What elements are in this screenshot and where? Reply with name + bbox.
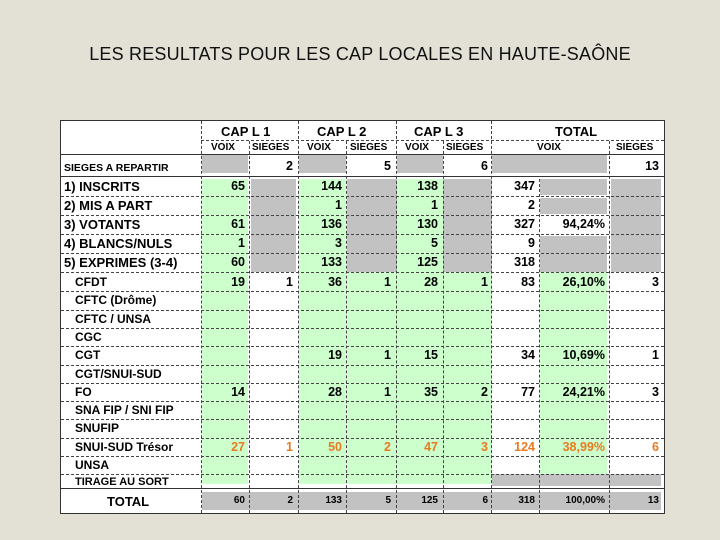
sieges-cap2: 5 bbox=[384, 159, 391, 173]
row-divider bbox=[61, 291, 664, 292]
sieges-cap1: 2 bbox=[286, 159, 293, 173]
stat-label: 5) EXPRIMES (3-4) bbox=[64, 255, 178, 270]
total-st: 13 bbox=[647, 495, 659, 506]
union-sieges-cap3: 1 bbox=[481, 275, 488, 289]
union-voix-cap2: 28 bbox=[328, 384, 342, 399]
row-divider bbox=[61, 328, 664, 329]
union-sieges-cap1: 1 bbox=[286, 275, 293, 289]
stat-total: 9 bbox=[528, 236, 535, 250]
union-label: SNUFIP bbox=[75, 421, 120, 436]
union-sieges-cap1: 1 bbox=[286, 439, 293, 454]
gray-cell bbox=[202, 155, 248, 173]
stat-label: 4) BLANCS/NULS bbox=[64, 236, 173, 251]
total-s2: 5 bbox=[385, 495, 391, 506]
sieges-total: 13 bbox=[645, 159, 659, 173]
union-voix-cap3: 35 bbox=[424, 384, 438, 399]
row-divider bbox=[61, 456, 664, 457]
union-sieges-total: 3 bbox=[652, 275, 659, 289]
union-label: CFTC (Drôme) bbox=[75, 293, 157, 308]
stat-label: 1) INSCRITS bbox=[64, 179, 140, 194]
stat-total: 327 bbox=[514, 217, 535, 231]
stat-cap1: 61 bbox=[231, 217, 245, 231]
union-sieges-total: 6 bbox=[652, 439, 659, 454]
union-pct-total: 26,10% bbox=[562, 275, 605, 289]
header-cap-l1: CAP L 1 bbox=[221, 124, 271, 139]
tirage-label: TIRAGE AU SORT bbox=[75, 476, 169, 488]
subheader-sieges: SIEGES bbox=[616, 142, 654, 153]
total-v1: 60 bbox=[233, 495, 245, 506]
union-pct-total: 38,99% bbox=[562, 439, 605, 454]
union-voix-cap1: 27 bbox=[231, 439, 245, 454]
stat-cap1: 60 bbox=[231, 255, 245, 269]
gray-cell bbox=[611, 179, 661, 272]
gray-cell bbox=[299, 155, 346, 173]
row-divider bbox=[61, 419, 664, 420]
union-sieges-cap2: 2 bbox=[384, 439, 391, 454]
union-label: CFTC / UNSA bbox=[75, 311, 151, 326]
header-cap-l3: CAP L 3 bbox=[414, 124, 464, 139]
union-pct-total: 10,69% bbox=[562, 348, 605, 363]
stat-cap3: 1 bbox=[431, 198, 438, 212]
union-label: SNA FIP / SNI FIP bbox=[75, 403, 174, 418]
stat-cap2: 144 bbox=[321, 179, 342, 193]
subheader-sieges: SIEGES bbox=[350, 142, 388, 153]
stat-label: 3) VOTANTS bbox=[64, 217, 141, 232]
union-sieges-total: 1 bbox=[652, 348, 659, 363]
stat-pct: 94,24% bbox=[562, 217, 605, 231]
union-sieges-cap2: 1 bbox=[384, 384, 391, 399]
union-voix-cap3: 47 bbox=[424, 439, 438, 454]
row-divider bbox=[61, 253, 664, 254]
subheader-voix: VOIX bbox=[211, 142, 235, 153]
stat-cap2: 1 bbox=[335, 198, 342, 212]
row-divider bbox=[61, 196, 664, 197]
union-sieges-cap3: 3 bbox=[481, 439, 488, 454]
stat-cap1: 1 bbox=[238, 236, 245, 250]
union-voix-total: 34 bbox=[521, 348, 535, 363]
row-divider bbox=[61, 365, 664, 366]
gray-cell bbox=[492, 474, 661, 486]
subheader-voix: VOIX bbox=[405, 142, 429, 153]
subheader-voix: VOIX bbox=[537, 142, 561, 153]
stat-total: 347 bbox=[514, 179, 535, 193]
stat-total: 318 bbox=[514, 255, 535, 269]
union-label: CGT/SNUI-SUD bbox=[75, 366, 162, 381]
stat-cap3: 138 bbox=[417, 179, 438, 193]
header-total: TOTAL bbox=[555, 124, 598, 139]
row-divider bbox=[61, 272, 664, 273]
stat-cap3: 130 bbox=[417, 217, 438, 231]
union-voix-cap2: 50 bbox=[328, 439, 342, 454]
union-label: SNUI-SUD Trésor bbox=[75, 439, 174, 454]
union-sieges-cap2: 1 bbox=[384, 275, 391, 289]
row-divider bbox=[61, 438, 664, 439]
union-voix-total: 83 bbox=[521, 275, 535, 289]
sieges-a-repartir-label: SIEGES A REPARTIR bbox=[64, 162, 169, 174]
stat-label: 2) MIS A PART bbox=[64, 198, 153, 213]
sieges-cap3: 6 bbox=[481, 159, 488, 173]
subheader-voix: VOIX bbox=[307, 142, 331, 153]
gray-cell bbox=[251, 179, 296, 272]
total-pct: 100,00% bbox=[565, 495, 605, 506]
total-v3: 125 bbox=[421, 495, 438, 506]
row-divider bbox=[61, 234, 664, 235]
union-voix-cap3: 28 bbox=[424, 275, 438, 289]
row-divider bbox=[61, 346, 664, 347]
total-v2: 133 bbox=[325, 495, 342, 506]
gray-cell bbox=[492, 155, 607, 173]
union-sieges-total: 3 bbox=[652, 384, 659, 399]
union-voix-cap2: 36 bbox=[328, 275, 342, 289]
union-voix-cap1: 14 bbox=[231, 384, 245, 399]
gray-cell bbox=[347, 179, 397, 272]
page-title: LES RESULTATS POUR LES CAP LOCALES EN HAUTE-SAÔNE bbox=[89, 44, 631, 64]
union-voix-cap2: 19 bbox=[328, 348, 342, 363]
total-vt: 318 bbox=[518, 495, 535, 506]
union-voix-total: 124 bbox=[514, 439, 535, 454]
subheader-sieges: SIEGES bbox=[252, 142, 290, 153]
gray-cell bbox=[540, 236, 607, 272]
stat-cap2: 133 bbox=[321, 255, 342, 269]
total-s3: 6 bbox=[482, 495, 488, 506]
stat-cap2: 136 bbox=[321, 217, 342, 231]
results-table bbox=[60, 120, 665, 514]
stat-cap3: 125 bbox=[417, 255, 438, 269]
stat-cap3: 5 bbox=[431, 236, 438, 250]
union-label: CGT bbox=[75, 348, 101, 363]
row-divider bbox=[61, 488, 664, 489]
header-cap-l2: CAP L 2 bbox=[317, 124, 367, 139]
union-label: CGC bbox=[75, 329, 102, 344]
union-voix-cap1: 19 bbox=[231, 275, 245, 289]
union-label: UNSA bbox=[75, 458, 110, 472]
row-divider bbox=[61, 310, 664, 311]
stat-cap2: 3 bbox=[335, 236, 342, 250]
gray-cell bbox=[540, 179, 607, 195]
row-divider bbox=[61, 215, 664, 216]
total-s1: 2 bbox=[287, 495, 293, 506]
gray-cell bbox=[397, 155, 443, 173]
stat-total: 2 bbox=[528, 198, 535, 212]
union-voix-total: 77 bbox=[521, 384, 535, 399]
subheader-sieges: SIEGES bbox=[446, 142, 484, 153]
gray-cell bbox=[443, 179, 492, 272]
stat-cap1: 65 bbox=[231, 179, 245, 193]
union-label: FO bbox=[75, 384, 92, 399]
row-divider bbox=[61, 383, 664, 384]
row-divider bbox=[61, 154, 664, 155]
union-label: CFDT bbox=[75, 275, 107, 289]
union-sieges-cap3: 2 bbox=[481, 384, 488, 399]
row-divider bbox=[61, 401, 664, 402]
gray-cell bbox=[540, 198, 607, 214]
total-label: TOTAL bbox=[107, 494, 150, 509]
union-pct-total: 24,21% bbox=[562, 384, 605, 399]
row-divider bbox=[61, 176, 664, 177]
row-divider bbox=[201, 140, 664, 141]
union-sieges-cap2: 1 bbox=[384, 348, 391, 363]
union-voix-cap3: 15 bbox=[424, 348, 438, 363]
